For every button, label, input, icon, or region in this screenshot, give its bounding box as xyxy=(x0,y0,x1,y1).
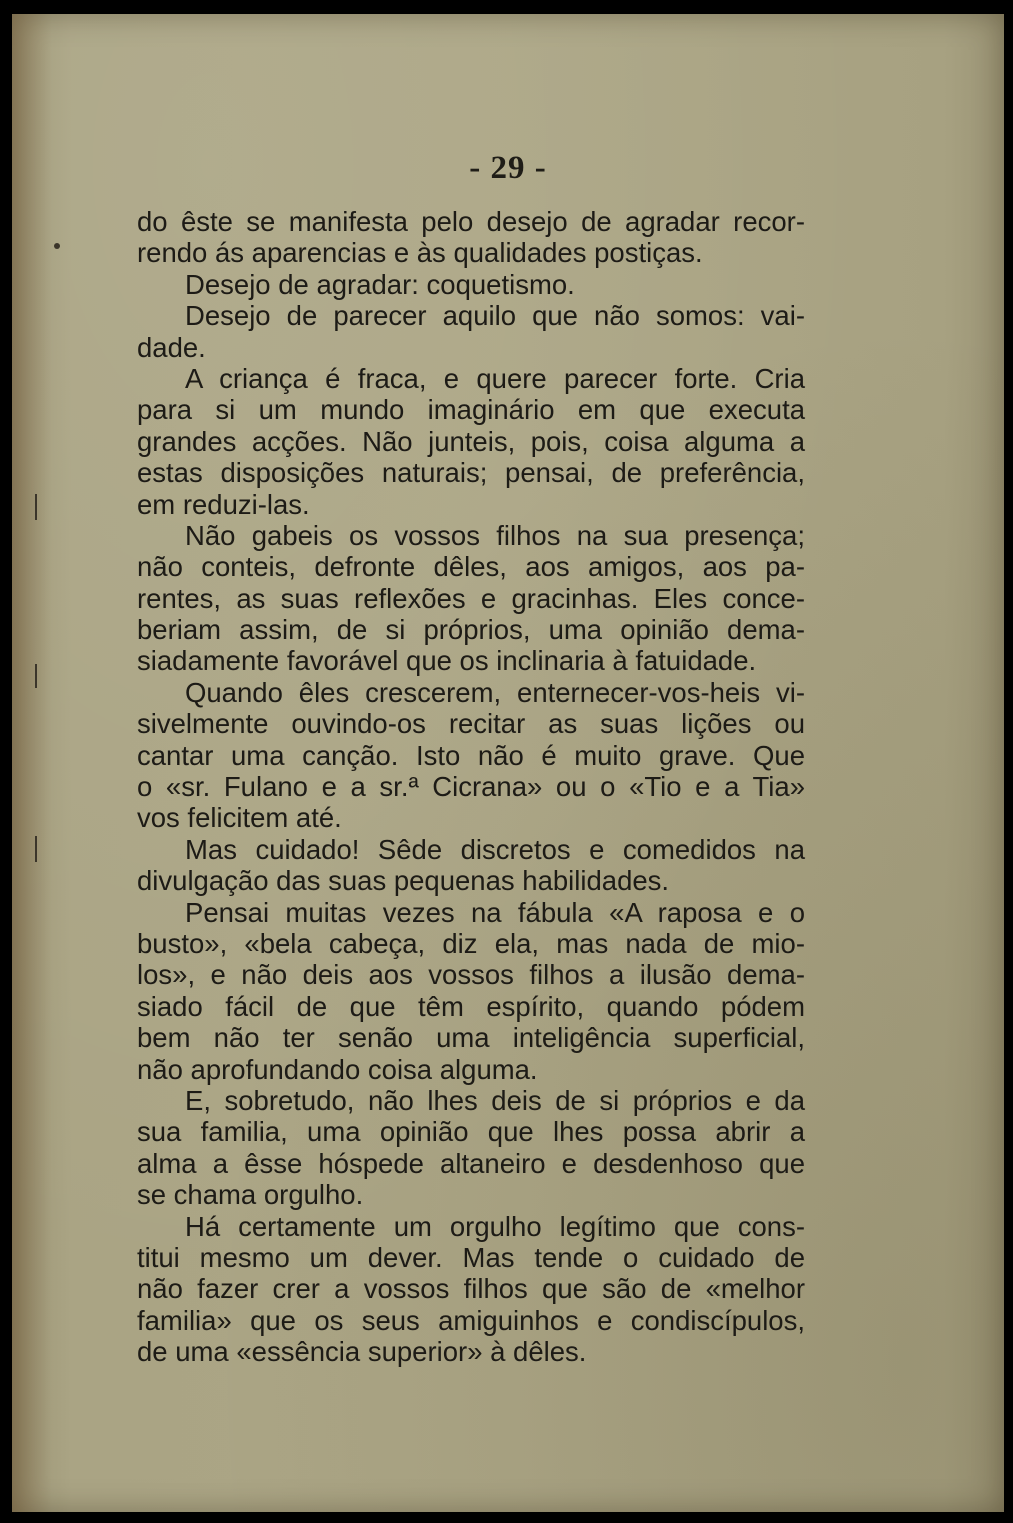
text-line: alma a êsse hóspede altaneiro e desdenhoso que xyxy=(137,1147,805,1179)
text-line: E, sobretudo, não lhes deis de si próprios e da xyxy=(185,1084,805,1116)
margin-tick xyxy=(35,836,37,862)
page-edge-shadow xyxy=(12,14,52,1512)
text-line: A criança é fraca, e quere parecer forte. Cria xyxy=(185,362,805,394)
text-line: do êste se manifesta pelo desejo de agradar recor- xyxy=(137,206,805,237)
text-line: se chama orgulho. xyxy=(137,1179,364,1211)
text-line: estas disposições naturais; pensai, de preferência, xyxy=(137,457,805,489)
text-line: para si um mundo imaginário em que executa xyxy=(137,394,805,426)
text-line: vos felicitem até. xyxy=(137,802,342,834)
text-line: não aprofundando coisa alguma. xyxy=(137,1053,538,1085)
text-line: Desejo de parecer aquilo que não somos: vai- xyxy=(185,300,805,332)
text-line: sivelmente ouvindo-os recitar as suas lições ou xyxy=(137,708,805,740)
text-line: Quando êles crescerem, enternecer-vos-heis vi- xyxy=(185,676,805,708)
text-line: los», e não deis aos vossos filhos a ilusão dema- xyxy=(137,959,805,991)
page-body-text xyxy=(137,206,805,1367)
text-line: busto», «bela cabeça, diz ela, mas nada de mio- xyxy=(137,927,805,959)
text-line: sua familia, uma opinião que lhes possa abrir a xyxy=(137,1116,805,1148)
book-page xyxy=(12,14,1004,1512)
text-line: Desejo de agradar: coquetismo. xyxy=(185,268,575,300)
margin-tick xyxy=(35,664,37,688)
text-line: não conteis, defronte dêles, aos amigos, aos pa- xyxy=(137,551,805,583)
text-line: dade. xyxy=(137,331,206,363)
margin-tick xyxy=(35,494,37,520)
text-line: cantar uma canção. Isto não é muito grave. Que xyxy=(137,739,805,771)
text-line: em reduzi-las. xyxy=(137,488,310,520)
text-line: titui mesmo um dever. Mas tende o cuidado de xyxy=(137,1241,805,1273)
text-line: rentes, as suas reflexões e gracinhas. Eles conce- xyxy=(137,582,805,614)
text-line: Não gabeis os vossos filhos na sua presença; xyxy=(185,519,805,551)
text-line: bem não ter senão uma inteligência superficial, xyxy=(137,1022,805,1054)
text-line: não fazer crer a vossos filhos que são de «melhor xyxy=(137,1273,805,1305)
margin-dot xyxy=(54,243,60,249)
text-line: Pensai muitas vezes na fábula «A raposa e o xyxy=(185,896,805,928)
text-line: familia» que os seus amiguinhos e condiscípulos, xyxy=(137,1304,805,1336)
text-line: beriam assim, de si próprios, uma opinião dema- xyxy=(137,614,805,646)
page-number: - 29 - xyxy=(469,150,547,186)
text-line: grandes acções. Não junteis, pois, coisa alguma a xyxy=(137,425,805,457)
text-line: siado fácil de que têm espírito, quando pódem xyxy=(137,990,805,1022)
text-line: de uma «essência superior» à dêles. xyxy=(137,1336,587,1368)
text-line: rendo ás aparencias e às qualidades postiças. xyxy=(137,237,703,269)
text-line: siadamente favorável que os inclinaria à fatuidade. xyxy=(137,645,757,677)
text-line: Há certamente um orgulho legítimo que cons- xyxy=(185,1210,805,1242)
text-line: divulgação das suas pequenas habilidades. xyxy=(137,865,670,897)
text-line: Mas cuidado! Sêde discretos e comedidos na xyxy=(185,833,805,865)
text-line: o «sr. Fulano e a sr.ª Cicrana» ou o «Tio e a Tia» xyxy=(137,771,805,803)
